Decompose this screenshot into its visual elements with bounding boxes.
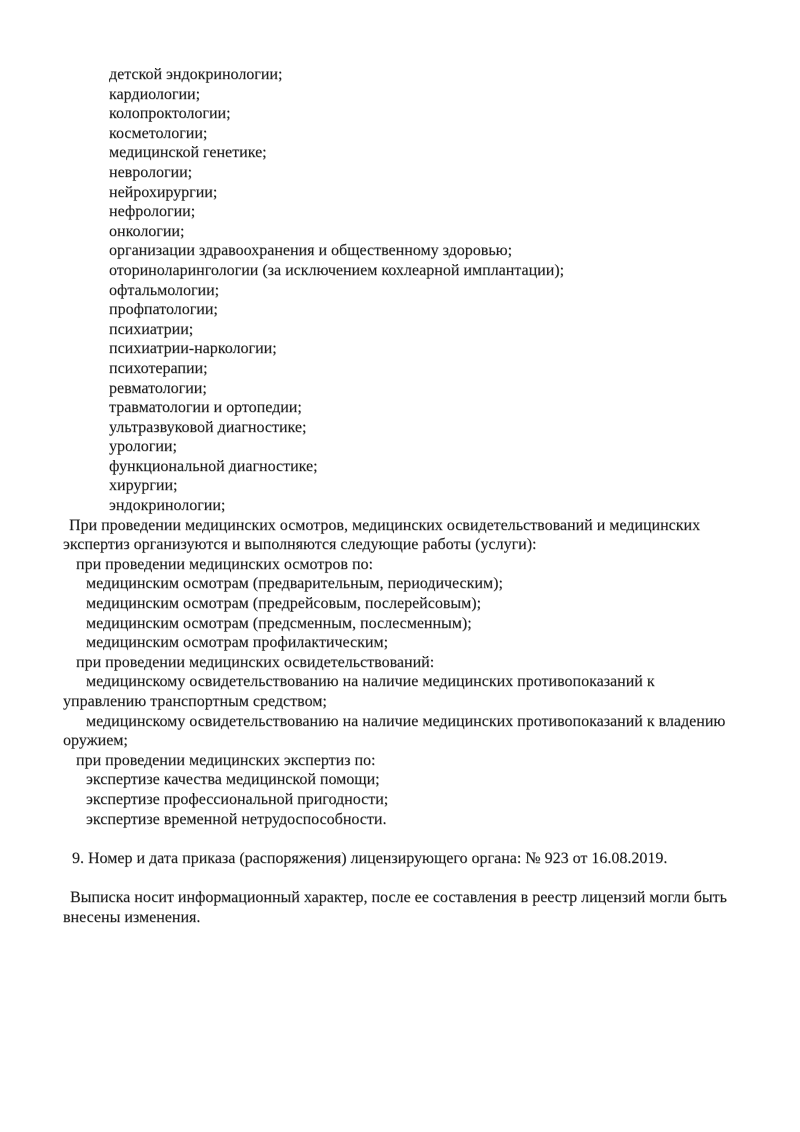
works-section — [63, 516, 735, 830]
specialty-item: психиатрии-наркологии; — [109, 340, 277, 358]
specialties-list — [63, 65, 735, 516]
works-group — [63, 555, 735, 653]
works-group — [63, 751, 735, 829]
specialty-item: онкологии; — [109, 222, 185, 240]
specialty-item: колопроктологии; — [109, 105, 231, 123]
works-groups — [63, 555, 735, 829]
document-content — [63, 65, 735, 927]
specialty-item: хирургии; — [109, 477, 178, 495]
order-number-line: 9. Номер и дата приказа (распоряжения) лицензирующего органа: № 923 от 16.08.2019. — [72, 849, 668, 867]
works-group-item: медицинским осмотрам профилактическим; — [86, 634, 389, 652]
specialty-item: психотерапии; — [109, 359, 208, 377]
works-group-item: экспертизе временной нетрудоспособности. — [86, 810, 387, 828]
specialty-item: функциональной диагностике; — [109, 457, 318, 475]
specialty-item: детской эндокринологии; — [109, 66, 283, 83]
specialty-item: ревматологии; — [109, 379, 207, 397]
specialty-item: нефрологии; — [109, 203, 196, 221]
specialty-item: кардиологии; — [109, 85, 201, 103]
works-group-header: при проведении медицинских осмотров по: — [76, 555, 373, 573]
specialty-item: ультразвуковой диагностике; — [109, 418, 307, 436]
specialty-item: урологии; — [109, 438, 177, 456]
specialty-item: косметологии; — [109, 124, 208, 142]
specialty-item: эндокринологии; — [109, 497, 226, 515]
works-group-item: экспертизе профессиональной пригодности; — [86, 790, 389, 808]
disclaimer-paragraph: Выписка носит информационный характер, после ее составления в реестр лицензий могли быть внесены изменения. — [63, 888, 727, 926]
works-group-item: медицинским осмотрам (предсменным, послесменным); — [86, 614, 472, 632]
specialty-item: психиатрии; — [109, 320, 194, 338]
works-group-item: экспертизе качества медицинской помощи; — [86, 771, 380, 789]
specialty-item: офтальмологии; — [109, 281, 220, 299]
works-group-header: при проведении медицинских экспертиз по: — [76, 751, 376, 769]
specialty-item: организации здравоохранения и общественному здоровью; — [109, 242, 513, 260]
works-group-header: при проведении медицинских освидетельствований: — [76, 653, 435, 671]
specialty-item: профпатологии; — [109, 301, 218, 319]
specialty-item: травматологии и ортопедии; — [109, 399, 302, 417]
works-group — [63, 653, 735, 751]
works-intro-paragraph: При проведении медицинских осмотров, медицинских освидетельствований и медицинских экспертиз организуются и выполняются следующие работы (услуги): — [63, 516, 701, 554]
specialty-item: неврологии; — [109, 163, 193, 181]
works-group-item: медицинским осмотрам (предварительным, периодическим); — [86, 575, 503, 593]
specialty-item: нейрохирургии; — [109, 183, 218, 201]
works-group-item: медицинским осмотрам (предрейсовым, послерейсовым); — [86, 595, 482, 613]
specialty-item: медицинской генетике; — [109, 144, 267, 162]
works-group-item: медицинскому освидетельствованию на наличие медицинских противопоказаний к владению оружием; — [63, 712, 726, 750]
specialty-item: оториноларингологии (за исключением кохлеарной имплантации); — [109, 261, 565, 279]
works-group-item: медицинскому освидетельствованию на наличие медицинских противопоказаний к управлению транспортным средством; — [63, 673, 655, 710]
